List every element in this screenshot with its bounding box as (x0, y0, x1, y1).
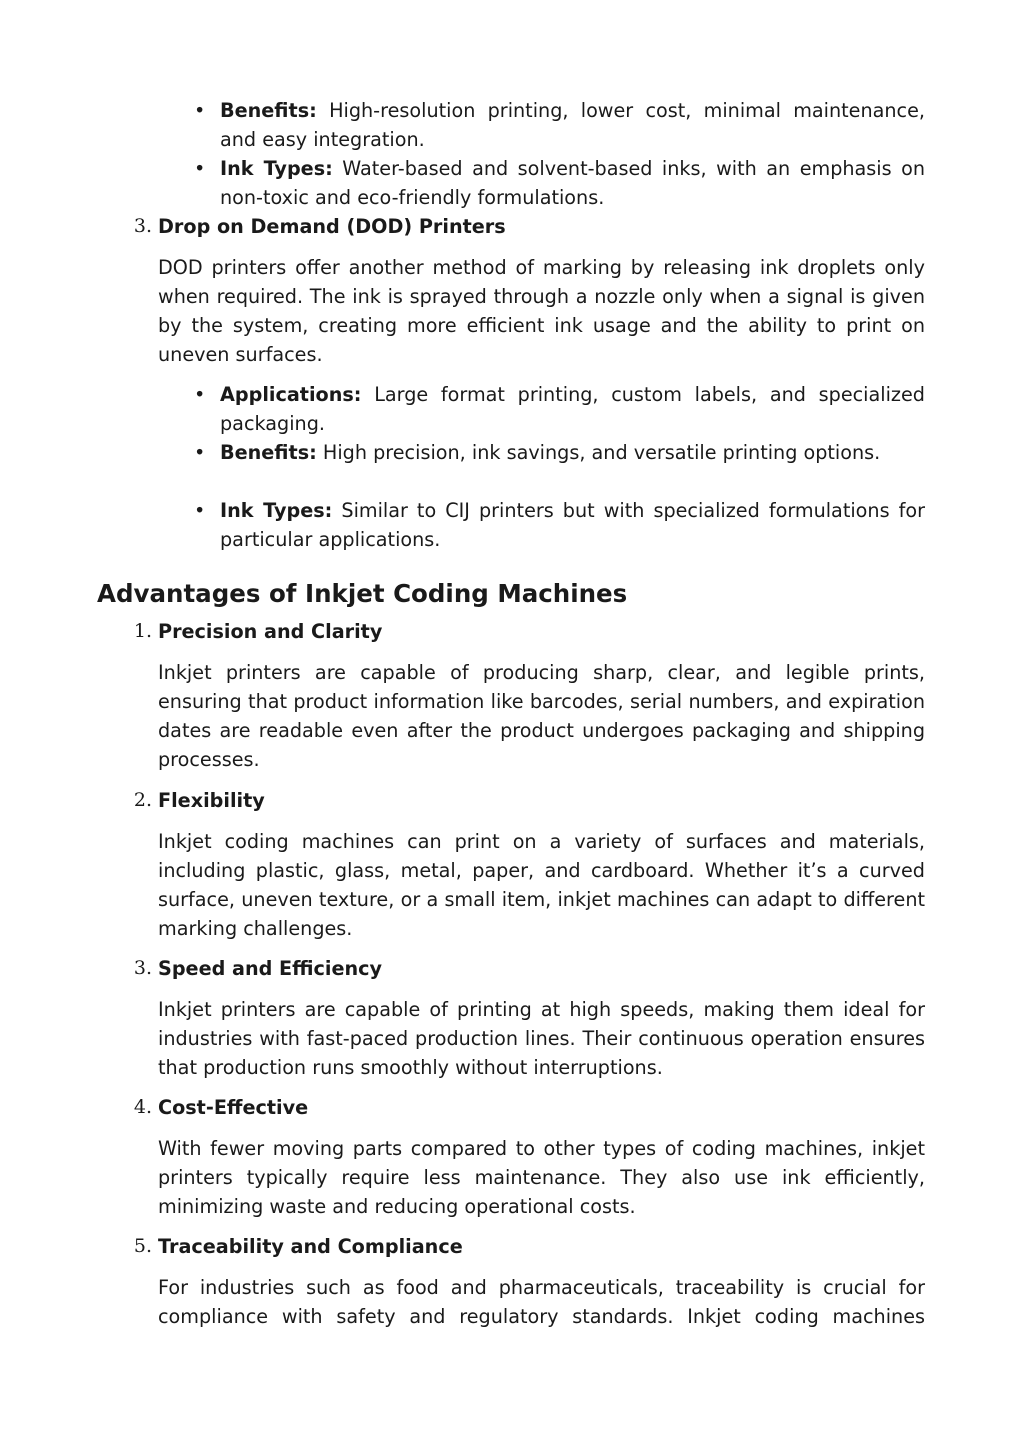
item-paragraph: Inkjet coding machines can print on a variety of surfaces and materials, including plastic, glass, metal, paper, and cardboard. Whether it’s a curved surface, uneven texture, or a small item, inkjet machines can adapt to different marking challenges. (158, 830, 925, 940)
item-title: Traceability and Compliance (158, 1235, 463, 1258)
bullet-text: High precision, ink savings, and versatile printing options. (316, 441, 881, 464)
item-paragraph: For industries such as food and pharmaceuticals, traceability is crucial for compliance with safety and regulatory standards. Inkjet coding machines (158, 1276, 925, 1328)
bullet-label: Ink Types: (220, 499, 333, 522)
bullet-dot: • (194, 441, 206, 464)
list-number: 5. (133, 1235, 152, 1257)
bullet-text: Similar to CIJ printers but with specialized formulations for particular applications. (220, 499, 925, 551)
bullet-label: Applications: (220, 383, 362, 406)
item-paragraph: Inkjet printers are capable of printing at high speeds, making them ideal for industries with fast-paced production lines. Their continuous operation ensures that production runs smoothly without interruptions. (158, 998, 925, 1079)
bullet-dot: • (194, 499, 206, 522)
bullet-dot: • (194, 99, 206, 122)
section-title-dod: Drop on Demand (DOD) Printers (158, 215, 506, 238)
list-number: 3. (133, 215, 152, 237)
bullet-applications (220, 380, 925, 438)
bullet-label: Ink Types: (220, 157, 333, 180)
item-paragraph: With fewer moving parts compared to other types of coding machines, inkjet printers typically require less maintenance. They also use ink efficiently, minimizing waste and reducing operational costs. (158, 1137, 925, 1218)
list-number: 3. (133, 957, 152, 979)
bullet-ink-types (220, 154, 925, 212)
item-title: Precision and Clarity (158, 620, 383, 643)
item-title: Cost-Effective (158, 1096, 309, 1119)
bullet-benefits (220, 438, 925, 467)
bullet-ink-types (220, 496, 925, 554)
bullet-benefits (220, 96, 925, 154)
section-heading: Advantages of Inkjet Coding Machines (97, 579, 628, 608)
list-number: 2. (133, 789, 152, 811)
item-title: Flexibility (158, 789, 265, 812)
bullet-label: Benefits: (220, 99, 317, 122)
bullet-dot: • (194, 157, 206, 180)
bullet-dot: • (194, 383, 206, 406)
dod-description: DOD printers offer another method of marking by releasing ink droplets only when required. The ink is sprayed through a nozzle only when a signal is given by the system, creating more efficient ink usage and the ability to print on uneven surfaces. (158, 256, 925, 366)
bullet-text: Large format printing, custom labels, and specialized packaging. (220, 383, 925, 435)
list-number: 1. (133, 620, 152, 642)
bullet-text: Water-based and solvent-based inks, with an emphasis on non-toxic and eco-friendly formulations. (220, 157, 926, 209)
list-number: 4. (133, 1096, 152, 1118)
item-paragraph: Inkjet printers are capable of producing sharp, clear, and legible prints, ensuring that product information like barcodes, serial numbers, and expiration dates are readable even after the product undergoes packaging and shipping processes. (158, 661, 925, 771)
item-title: Speed and Efficiency (158, 957, 383, 980)
bullet-label: Benefits: (220, 441, 317, 464)
bullet-text: High-resolution printing, lower cost, minimal maintenance, and easy integration. (220, 99, 925, 151)
